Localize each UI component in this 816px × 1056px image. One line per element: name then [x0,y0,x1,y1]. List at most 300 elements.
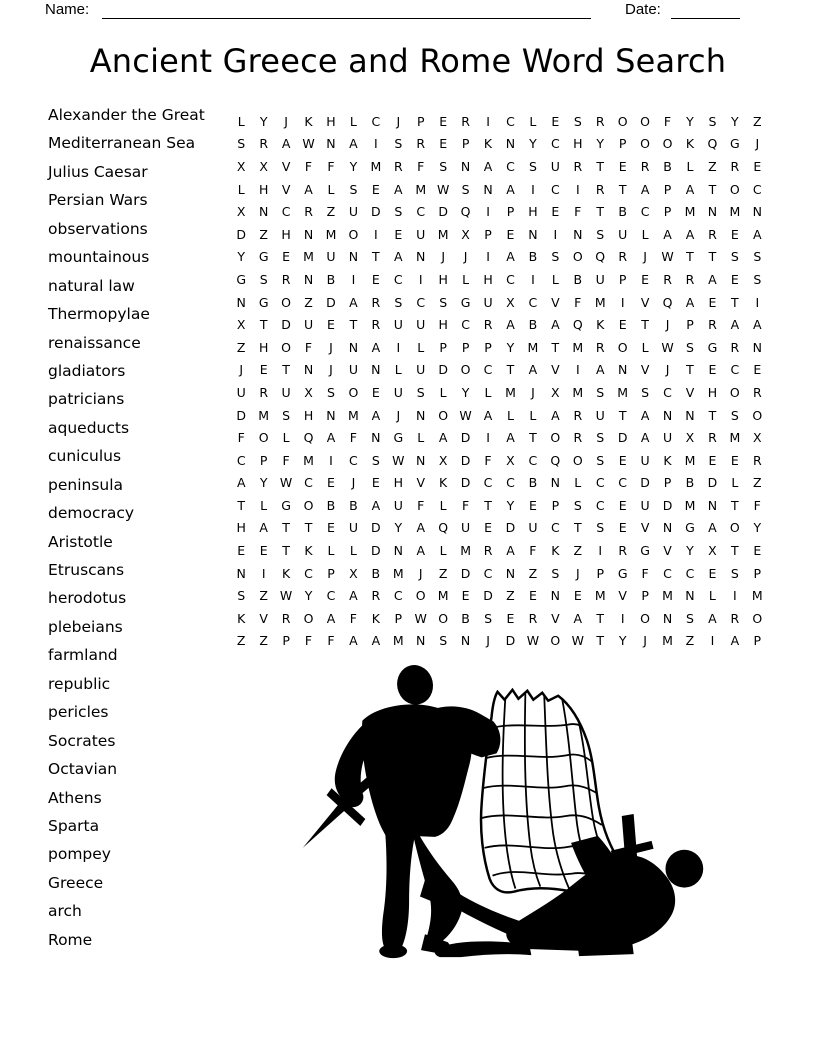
grid-letter: M [325,226,337,242]
grid-letter: I [620,294,625,310]
grid-letter: E [439,113,448,129]
grid-letter: N [348,339,359,355]
grid-letter: V [618,588,627,604]
grid-letter: E [708,294,717,310]
grid-letter: A [349,136,358,152]
grid-letter: P [327,565,335,581]
word-list-item: Aristotle [48,532,113,551]
grid-letter: A [506,249,515,265]
grid-letter: W [414,610,427,626]
grid-letter: B [371,565,381,581]
grid-letter: H [393,475,403,491]
grid-letter: I [261,565,266,581]
word-list-item: Thermopylae [48,305,150,324]
grid-letter: K [551,543,560,559]
grid-letter: M [505,384,516,400]
grid-letter: M [684,452,696,468]
word-list-item: patricians [48,390,125,409]
grid-letter: A [304,181,313,197]
grid-letter: C [528,452,538,468]
grid-letter: A [349,294,358,310]
grid-letter: A [483,158,493,174]
grid-letter: R [393,158,403,174]
grid-letter: N [528,226,538,242]
grid-letter: R [708,226,717,242]
grid-letter: N [617,362,628,378]
grid-letter: A [730,317,740,333]
grid-letter: E [641,271,650,287]
grid-letter: J [239,362,244,378]
grid-letter: S [439,294,448,310]
grid-letter: H [303,407,314,423]
grid-letter: T [686,249,694,265]
grid-letter: D [617,430,628,446]
grid-letter: D [438,362,448,378]
word-list-item: Octavian [48,760,118,779]
grid-letter: N [505,136,516,152]
grid-letter: T [304,520,313,536]
grid-letter: G [730,136,740,152]
grid-letter: U [393,384,403,400]
grid-letter: A [349,633,358,649]
grid-letter: I [531,181,535,197]
fallen-gladiator-head [665,850,703,888]
grid-letter: Z [752,475,762,491]
grid-letter: E [708,565,717,581]
grid-letter: T [506,362,515,378]
standing-gladiator-left-foot [379,944,407,958]
grid-letter: A [640,407,650,423]
grid-letter: B [573,271,583,287]
grid-letter: A [595,362,605,378]
grid-letter: T [708,181,717,197]
grid-letter: E [528,588,537,604]
grid-letter: T [731,497,739,513]
grid-letter: R [573,158,583,174]
grid-letter: L [282,430,290,446]
grid-letter: U [595,407,605,423]
grid-letter: G [236,271,247,287]
grid-letter: L [506,407,514,423]
grid-letter: F [349,430,357,446]
grid-letter: P [641,588,649,604]
grid-letter: A [685,226,695,242]
grid-letter: J [396,113,401,129]
grid-letter: P [663,475,672,491]
grid-letter: R [618,543,627,559]
grid-letter: R [595,181,605,197]
grid-letter: P [618,271,627,287]
grid-letter: R [752,384,762,400]
grid-letter: S [686,339,694,355]
grid-letter: N [752,204,762,220]
grid-letter: P [282,633,290,649]
grid-letter: C [236,452,246,468]
grid-letter: P [461,339,470,355]
grid-letter: C [550,136,560,152]
grid-letter: W [279,588,293,604]
grid-letter: H [281,226,291,242]
grid-letter: O [438,610,449,626]
grid-letter: I [486,430,490,446]
grid-letter: L [708,588,716,604]
grid-letter: N [573,226,583,242]
grid-letter: R [663,271,672,287]
grid-letter: D [371,543,381,559]
grid-letter: T [618,407,627,423]
grid-letter: Y [461,384,470,400]
grid-letter: R [528,610,538,626]
grid-letter: K [663,452,672,468]
grid-letter: A [685,181,695,197]
grid-letter: V [551,362,560,378]
word-list-item: Mediterranean Sea [48,134,196,153]
grid-letter: S [730,407,739,423]
grid-letter: N [236,294,246,310]
grid-letter: S [484,610,492,626]
grid-letter: U [640,497,650,513]
grid-letter: F [327,633,335,649]
grid-letter: A [326,430,336,446]
grid-letter: M [460,543,471,559]
grid-letter: S [349,181,358,197]
grid-letter: F [327,158,335,174]
grid-letter: Z [304,294,313,310]
grid-letter: O [258,430,269,446]
grid-letter: O [550,430,561,446]
grid-letter: V [640,362,650,378]
grid-letter: I [620,610,625,626]
grid-letter: P [551,497,560,513]
grid-letter: N [348,249,359,265]
grid-letter: V [663,543,672,559]
grid-letter: A [730,633,740,649]
grid-letter: E [708,452,717,468]
grid-letter: U [348,520,358,536]
grid-letter: N [685,407,695,423]
grid-letter: U [393,317,403,333]
grid-letter: C [416,294,426,310]
grid-letter: R [708,317,717,333]
grid-letter: P [259,452,268,468]
grid-letter: W [459,407,472,423]
grid-letter: J [486,633,490,649]
grid-letter: E [753,543,762,559]
grid-letter: F [304,633,313,649]
grid-letter: J [441,249,445,265]
grid-letter: D [236,226,247,242]
grid-letter: N [303,226,314,242]
grid-letter: U [550,158,560,174]
grid-letter: D [505,633,516,649]
grid-letter: M [594,294,606,310]
grid-letter: F [417,497,425,513]
grid-letter: P [596,565,604,581]
grid-letter: F [574,294,582,310]
word-list-item: natural law [48,276,135,295]
grid-letter: S [551,249,560,265]
grid-letter: L [529,113,537,129]
grid-letter: A [349,588,358,604]
grid-letter: J [284,113,288,129]
grid-letter: N [416,249,426,265]
grid-letter: C [595,475,605,491]
grid-letter: S [394,294,403,310]
grid-letter: B [685,475,695,491]
grid-letter: C [640,204,650,220]
grid-letter: T [529,430,537,446]
grid-letter: O [729,181,740,197]
grid-letter: A [483,407,493,423]
grid-letter: E [551,113,560,129]
grid-letter: G [393,430,404,446]
grid-letter: A [394,181,403,197]
grid-letter: D [640,475,650,491]
grid-letter: A [371,633,381,649]
grid-letter: Z [236,633,246,649]
grid-letter: Y [753,520,762,536]
grid-letter: R [752,452,762,468]
grid-letter: S [686,610,694,626]
grid-letter: R [304,204,313,220]
grid-letter: N [371,430,381,446]
grid-letter: C [618,475,628,491]
grid-letter: K [596,317,605,333]
grid-letter: O [281,294,292,310]
grid-letter: H [236,520,246,536]
grid-letter: G [685,520,695,536]
grid-letter: E [394,226,403,242]
grid-letter: M [415,181,427,197]
grid-letter: L [394,362,402,378]
grid-letter: A [236,475,246,491]
grid-letter: P [484,339,492,355]
grid-letter: O [640,113,651,129]
grid-letter: B [326,271,336,287]
grid-letter: N [662,520,673,536]
grid-letter: E [618,497,627,513]
grid-letter: L [574,475,582,491]
grid-letter: O [617,113,628,129]
grid-letter: L [237,113,245,129]
grid-letter: A [416,543,425,559]
date-blank-line [671,0,740,19]
grid-letter: U [281,384,291,400]
grid-letter: C [730,362,740,378]
grid-letter: C [506,271,515,287]
grid-letter: S [596,452,605,468]
grid-letter: C [550,181,560,197]
grid-letter: H [258,339,269,355]
grid-letter: D [662,497,673,513]
grid-letter: I [486,249,490,265]
grid-letter: X [438,452,448,468]
standing-gladiator-head [393,662,436,708]
word-list-item: plebeians [48,617,123,636]
grid-letter: N [550,475,561,491]
grid-letter: I [755,294,760,310]
grid-letter: T [596,633,605,649]
grid-letter: N [393,543,403,559]
grid-letter: F [417,158,425,174]
grid-letter: L [462,271,470,287]
grid-letter: V [281,181,291,197]
word-list-item: democracy [48,504,135,523]
standing-gladiator-left-leg [382,833,415,950]
grid-letter: F [349,610,357,626]
grid-letter: Z [708,158,717,174]
grid-letter: T [282,362,290,378]
grid-letter: F [484,452,492,468]
grid-letter: O [572,452,583,468]
grid-letter: R [685,271,695,287]
word-list-item: mountainous [48,248,150,267]
grid-letter: C [483,362,493,378]
grid-letter: U [640,452,650,468]
grid-letter: E [371,475,380,491]
grid-letter: N [707,497,718,513]
grid-letter: Q [303,430,314,446]
grid-letter: L [686,158,694,174]
grid-letter: Z [752,113,762,129]
grid-letter: C [371,113,381,129]
grid-letter: S [708,113,717,129]
grid-letter: I [418,271,423,287]
grid-letter: O [438,407,449,423]
grid-letter: B [349,497,358,513]
grid-letter: Y [596,136,605,152]
grid-letter: F [529,543,537,559]
grid-letter: X [304,384,313,400]
grid-letter: A [438,430,448,446]
word-list-item: Alexander the Great [48,106,205,124]
grid-letter: Z [259,633,268,649]
grid-letter: X [685,430,695,446]
grid-letter: L [260,497,268,513]
grid-letter: S [282,407,291,423]
grid-letter: J [351,475,356,491]
grid-letter: S [596,384,605,400]
word-list-item: herodotus [48,589,127,608]
grid-letter: H [707,384,718,400]
grid-letter: K [483,136,493,152]
grid-letter: Y [618,633,627,649]
grid-letter: D [483,588,493,604]
grid-letter: R [416,136,426,152]
grid-letter: A [573,610,583,626]
grid-letter: E [528,497,537,513]
grid-letter: M [684,204,696,220]
grid-letter: O [572,249,583,265]
grid-letter: L [327,181,335,197]
grid-letter: O [460,362,471,378]
grid-letter: A [259,520,268,536]
grid-letter: R [259,384,268,400]
grid-letter: J [575,565,580,581]
grid-letter: M [751,588,763,604]
grid-letter: C [506,475,515,491]
grid-letter: A [506,317,515,333]
grid-letter: O [281,339,292,355]
grid-letter: H [438,271,448,287]
grid-letter: P [663,204,672,220]
grid-letter: S [573,497,582,513]
grid-letter: E [618,520,627,536]
grid-letter: E [259,543,268,559]
grid-letter: P [394,610,403,626]
grid-letter: D [371,520,381,536]
grid-letter: Q [662,294,673,310]
grid-letter: I [575,181,580,197]
grid-letter: P [753,633,762,649]
grid-letter: J [531,384,535,400]
gladiators-illustration [281,659,722,977]
grid-letter: Z [259,588,268,604]
grid-letter: M [572,384,584,400]
grid-letter: T [551,339,560,355]
grid-letter: D [460,565,471,581]
grid-letter: C [416,204,426,220]
grid-letter: P [461,136,470,152]
word-list-item: aqueducts [48,418,130,437]
grid-letter: L [417,339,425,355]
word-list-item: observations [48,219,148,238]
grid-letter: J [463,249,468,265]
grid-letter: J [329,339,333,355]
grid-letter: S [259,271,268,287]
grid-letter: Z [259,226,268,242]
grid-letter: R [618,249,627,265]
word-list-item: republic [48,674,111,693]
grid-letter: U [236,384,246,400]
grid-letter: S [730,249,739,265]
grid-letter: Q [550,452,561,468]
grid-letter: B [326,497,336,513]
grid-letter: C [663,565,672,581]
grid-letter: A [708,610,717,626]
grid-letter: P [484,226,492,242]
grid-letter: D [236,407,247,423]
grid-letter: C [506,113,515,129]
grid-letter: L [641,339,649,355]
grid-letter: U [348,362,358,378]
grid-letter: P [506,204,515,220]
grid-letter: A [708,520,717,536]
grid-letter: Y [686,543,694,559]
grid-letter: N [550,588,561,604]
grid-letter: U [618,226,628,242]
grid-letter: S [327,384,335,400]
word-list-item: Rome [48,930,93,949]
grid-letter: M [437,226,449,242]
grid-letter: E [371,384,380,400]
grid-letter: L [327,543,335,559]
grid-letter: M [662,588,673,604]
grid-letter: V [685,384,695,400]
word-list-item: renaissance [48,333,141,352]
grid-letter: K [304,543,313,559]
grid-letter: H [483,271,493,287]
grid-letter: T [282,543,290,559]
grid-letter: U [348,204,358,220]
grid-letter: E [282,249,291,265]
grid-letter: I [329,452,333,468]
grid-letter: L [731,475,739,491]
grid-letter: N [236,565,246,581]
grid-letter: O [729,384,740,400]
grid-letter: T [641,317,649,333]
grid-letter: T [618,181,627,197]
